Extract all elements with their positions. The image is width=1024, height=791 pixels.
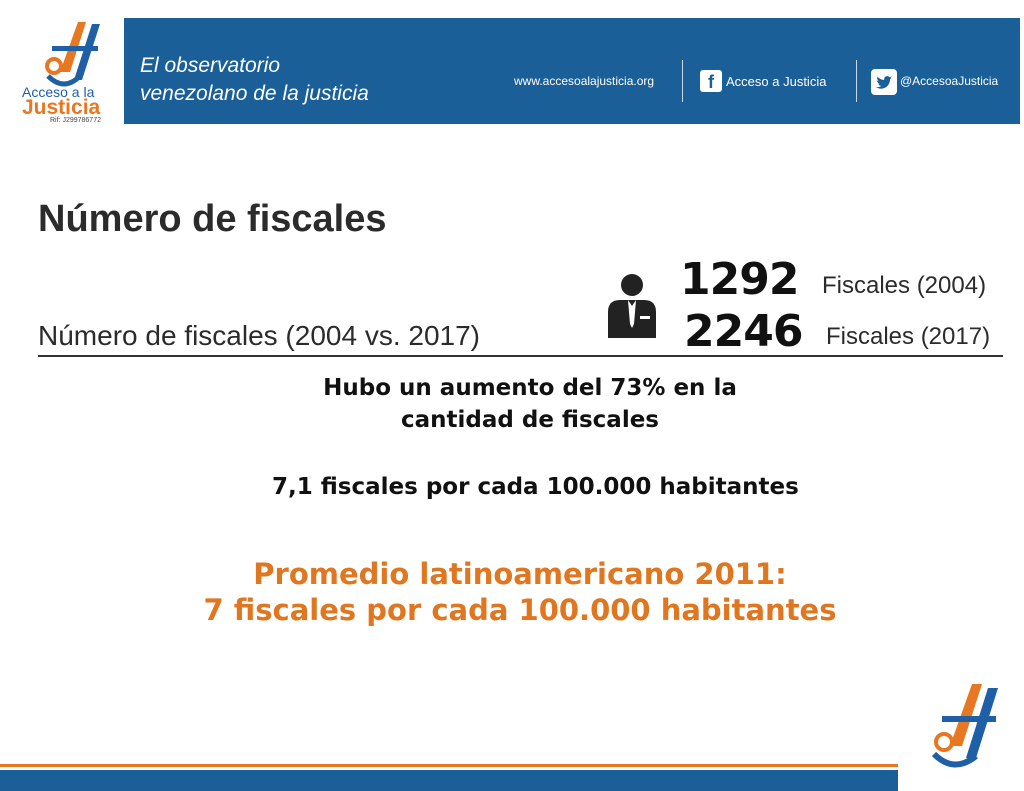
tagline [140,52,369,108]
facebook-link[interactable]: Acceso a Justicia [726,74,827,89]
website-link[interactable]: www.accesoalajusticia.org [514,74,655,88]
divider [856,60,857,102]
footer-blue-bar [0,770,898,791]
divider-rule [38,355,1003,357]
divider [682,60,683,102]
stat-value-2004: 1292 [680,254,799,305]
stat-value-2017: 2246 [684,306,803,357]
page-title: Número de fiscales [38,198,387,240]
increase-line2: cantidad de fiscales [401,407,659,433]
logo-text-justicia: Justicia [22,96,101,119]
latam-average [120,556,920,628]
increase-line1: Hubo un aumento del 73% en la [323,375,737,401]
comparison-subtitle: Número de fiscales (2004 vs. 2017) [38,320,480,351]
increase-statement [260,372,800,436]
logo-icon [14,14,122,94]
person-icon [606,272,658,342]
tagline-line2: venezolano de la justicia [140,82,369,105]
footer-logo-icon [906,676,1016,776]
logo-text-acceso: Acceso a la [22,84,95,100]
footer-orange-stripe [0,764,898,767]
rate-statement: 7,1 fiscales por cada 100.000 habitantes [272,474,799,500]
stat-label-2017: Fiscales (2017) [826,323,991,350]
twitter-icon[interactable] [871,69,897,95]
twitter-link[interactable]: @AccesoaJusticia [900,74,999,88]
facebook-icon[interactable]: f [700,70,722,92]
logo-rif: Rif: J299786772 [50,117,101,124]
header-banner [124,18,1020,124]
latam-line1: Promedio latinoamericano 2011: [253,557,787,591]
latam-line2: 7 fiscales por cada 100.000 habitantes [203,593,837,627]
tagline-line1: El observatorio [140,54,281,77]
stat-label-2004: Fiscales (2004) [822,272,987,299]
